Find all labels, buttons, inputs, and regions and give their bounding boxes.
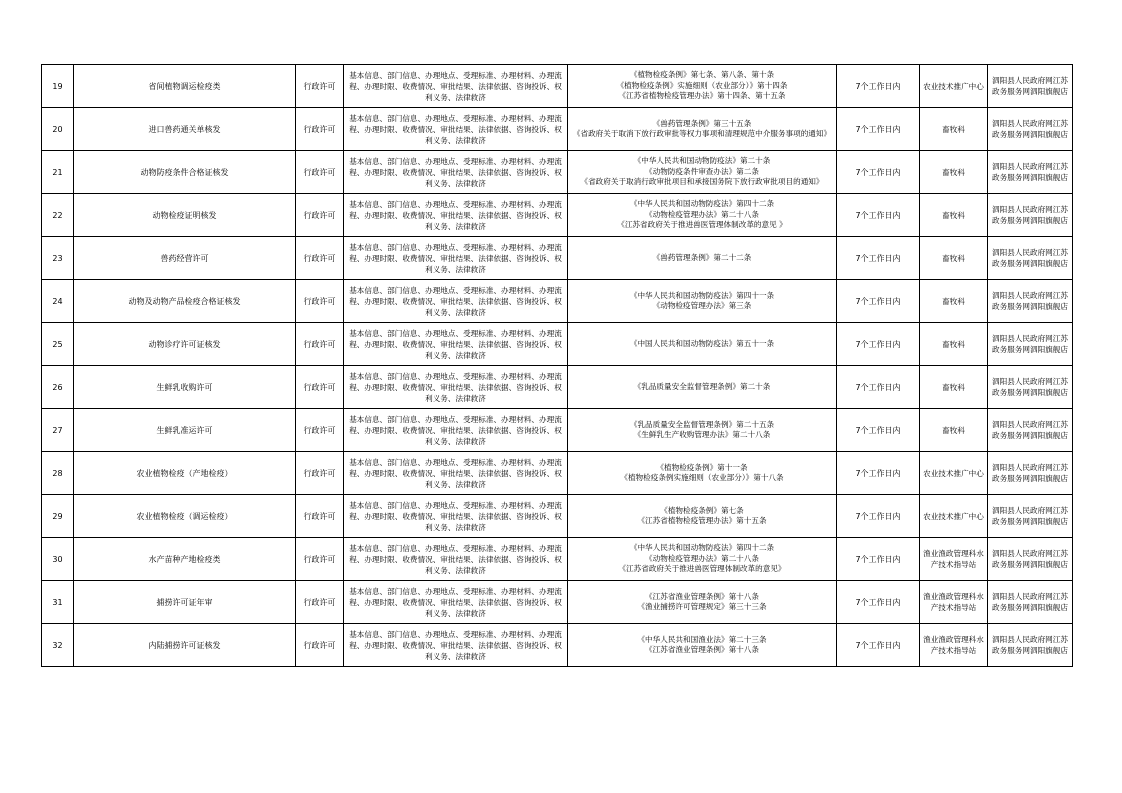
time-limit-cell: 7个工作日内 (837, 237, 920, 280)
row-number: 21 (42, 151, 74, 194)
legal-basis-line: 《动物防疫条件审查办法》第二条 (645, 166, 759, 176)
legal-basis-line: 《江苏省植物检疫管理办法》第十四条、第十五条 (618, 91, 786, 101)
legal-basis-cell (568, 409, 837, 452)
channel-cell: 泗阳县人民政府网江苏政务服务网泗阳旗舰店 (988, 452, 1073, 495)
legal-basis-line: 《植物检疫条例实施细则（农业部分）》第十八条 (620, 473, 784, 482)
item-type-cell: 行政许可 (296, 581, 344, 624)
legal-basis-line: 《江苏省政府关于推进兽医管理体制改革的意见》 (618, 564, 786, 574)
table-row (42, 108, 1073, 151)
legal-basis-line: 《动物检疫管理办法》第二十八条 (645, 553, 759, 563)
row-number: 23 (42, 237, 74, 280)
disclosure-content-cell: 基本信息、部门信息、办理地点、受理标准、办理材料、办理流程、办理时限、收费情况、审批结果、法律依据、咨询投诉、权利义务、法律救济 (344, 323, 568, 366)
legal-basis-line: 《兽药管理条例》第二十二条 (652, 252, 752, 262)
legal-basis-cell (568, 495, 837, 538)
legal-basis-cell (568, 108, 837, 151)
table-row (42, 151, 1073, 194)
time-limit-cell: 7个工作日内 (837, 452, 920, 495)
legal-basis-line: 《中华人民共和国动物防疫法》第二十条 (633, 156, 771, 166)
row-number: 24 (42, 280, 74, 323)
legal-basis-line: 《植物检疫条例》第七条 (660, 505, 744, 515)
table-row (42, 65, 1073, 108)
department-cell: 畜牧科 (920, 237, 988, 280)
department-cell: 渔业渔政管理科水产技术指导站 (920, 581, 988, 624)
legal-basis-cell (568, 280, 837, 323)
time-limit-cell: 7个工作日内 (837, 538, 920, 581)
channel-cell: 泗阳县人民政府网江苏政务服务网泗阳旗舰店 (988, 65, 1073, 108)
channel-cell: 泗阳县人民政府网江苏政务服务网泗阳旗舰店 (988, 151, 1073, 194)
legal-basis-line: 《江苏省渔业管理条例》第十八条 (645, 591, 759, 601)
legal-basis-line: 《动物检疫管理办法》第三条 (652, 301, 752, 310)
disclosure-content-cell: 基本信息、部门信息、办理地点、受理标准、办理材料、办理流程、办理时限、收费情况、审批结果、法律依据、咨询投诉、权利义务、法律救济 (344, 151, 568, 194)
disclosure-table (41, 64, 1073, 667)
legal-basis-cell (568, 452, 837, 495)
department-cell: 畜牧科 (920, 323, 988, 366)
legal-basis-cell (568, 624, 837, 667)
legal-basis-line: 《江苏省政府关于推进兽医管理体制改革的意见 》 (617, 220, 787, 230)
item-name-cell: 捕捞许可证年审 (74, 581, 296, 624)
item-name-cell: 动物防疫条件合格证核发 (74, 151, 296, 194)
item-type-cell: 行政许可 (296, 495, 344, 538)
item-type-cell: 行政许可 (296, 452, 344, 495)
item-type-cell: 行政许可 (296, 237, 344, 280)
channel-cell: 泗阳县人民政府网江苏政务服务网泗阳旗舰店 (988, 538, 1073, 581)
legal-basis-line: 《省政府关于取消行政审批项目和承接国务院下放行政审批项目的通知》 (580, 177, 824, 187)
item-name-cell: 内陆捕捞许可证核发 (74, 624, 296, 667)
legal-basis-cell (568, 581, 837, 624)
table-row (42, 237, 1073, 280)
item-type-cell: 行政许可 (296, 409, 344, 452)
item-type-cell: 行政许可 (296, 323, 344, 366)
item-name-cell: 兽药经营许可 (74, 237, 296, 280)
item-name-cell: 动物诊疗许可证核发 (74, 323, 296, 366)
item-name-cell: 动物及动物产品检疫合格证核发 (74, 280, 296, 323)
time-limit-cell: 7个工作日内 (837, 409, 920, 452)
disclosure-content-cell: 基本信息、部门信息、办理地点、受理标准、办理材料、办理流程、办理时限、收费情况、审批结果、法律依据、咨询投诉、权利义务、法律救济 (344, 538, 568, 581)
table-row (42, 624, 1073, 667)
row-number: 25 (42, 323, 74, 366)
time-limit-cell: 7个工作日内 (837, 624, 920, 667)
department-cell: 农业技术推广中心 (920, 452, 988, 495)
item-type-cell: 行政许可 (296, 151, 344, 194)
legal-basis-line: 《乳品质量安全监督管理条例》第二十条 (633, 381, 771, 391)
disclosure-content-cell: 基本信息、部门信息、办理地点、受理标准、办理材料、办理流程、办理时限、收费情况、审批结果、法律依据、咨询投诉、权利义务、法律救济 (344, 409, 568, 452)
time-limit-cell: 7个工作日内 (837, 65, 920, 108)
legal-basis-line: 《植物检疫条例》实施细则（农业部分）》第十四条 (616, 80, 788, 90)
legal-basis-line: 《渔业捕捞许可管理规定》第三十三条 (637, 602, 767, 611)
channel-cell: 泗阳县人民政府网江苏政务服务网泗阳旗舰店 (988, 366, 1073, 409)
item-type-cell: 行政许可 (296, 194, 344, 237)
time-limit-cell: 7个工作日内 (837, 323, 920, 366)
item-name-cell: 动物检疫证明核发 (74, 194, 296, 237)
channel-cell: 泗阳县人民政府网江苏政务服务网泗阳旗舰店 (988, 280, 1073, 323)
channel-cell: 泗阳县人民政府网江苏政务服务网泗阳旗舰店 (988, 495, 1073, 538)
table-row (42, 366, 1073, 409)
item-type-cell: 行政许可 (296, 65, 344, 108)
department-cell: 畜牧科 (920, 366, 988, 409)
legal-basis-cell (568, 366, 837, 409)
table-row (42, 495, 1073, 538)
channel-cell: 泗阳县人民政府网江苏政务服务网泗阳旗舰店 (988, 624, 1073, 667)
item-name-cell: 生鲜乳收购许可 (74, 366, 296, 409)
disclosure-content-cell: 基本信息、部门信息、办理地点、受理标准、办理材料、办理流程、办理时限、收费情况、审批结果、法律依据、咨询投诉、权利义务、法律救济 (344, 624, 568, 667)
disclosure-content-cell: 基本信息、部门信息、办理地点、受理标准、办理材料、办理流程、办理时限、收费情况、审批结果、法律依据、咨询投诉、权利义务、法律救济 (344, 108, 568, 151)
item-name-cell: 省间植物调运检疫类 (74, 65, 296, 108)
disclosure-content-cell: 基本信息、部门信息、办理地点、受理标准、办理材料、办理流程、办理时限、收费情况、审批结果、法律依据、咨询投诉、权利义务、法律救济 (344, 452, 568, 495)
legal-basis-line: 《江苏省植物检疫管理办法》第十五条 (637, 516, 767, 525)
legal-basis-line: 《中华人民共和国动物防疫法》第四十二条 (629, 543, 775, 553)
row-number: 29 (42, 495, 74, 538)
legal-basis-line: 《动物检疫管理办法》第二十八条 (645, 209, 759, 219)
legal-basis-cell (568, 194, 837, 237)
department-cell: 农业技术推广中心 (920, 65, 988, 108)
legal-basis-line: 《省政府关于取消下放行政审批等权力事项和清理规范中介服务事项的通知》 (572, 129, 832, 138)
legal-basis-line: 《兽药管理条例》第三十五条 (652, 118, 752, 128)
legal-basis-line: 《生鲜乳生产收购管理办法》第二十八条 (633, 430, 771, 439)
legal-basis-cell (568, 538, 837, 581)
row-number: 30 (42, 538, 74, 581)
department-cell: 畜牧科 (920, 151, 988, 194)
legal-basis-line: 《江苏省渔业管理条例》第十八条 (645, 645, 759, 654)
row-number: 26 (42, 366, 74, 409)
channel-cell: 泗阳县人民政府网江苏政务服务网泗阳旗舰店 (988, 409, 1073, 452)
table-body (42, 65, 1073, 667)
legal-basis-cell (568, 237, 837, 280)
item-name-cell: 水产苗种产地检疫类 (74, 538, 296, 581)
table-row (42, 581, 1073, 624)
disclosure-content-cell: 基本信息、部门信息、办理地点、受理标准、办理材料、办理流程、办理时限、收费情况、审批结果、法律依据、咨询投诉、权利义务、法律救济 (344, 65, 568, 108)
item-type-cell: 行政许可 (296, 366, 344, 409)
department-cell: 畜牧科 (920, 280, 988, 323)
row-number: 27 (42, 409, 74, 452)
table-row (42, 280, 1073, 323)
table-row (42, 409, 1073, 452)
item-type-cell: 行政许可 (296, 538, 344, 581)
disclosure-content-cell: 基本信息、部门信息、办理地点、受理标准、办理材料、办理流程、办理时限、收费情况、审批结果、法律依据、咨询投诉、权利义务、法律救济 (344, 237, 568, 280)
row-number: 22 (42, 194, 74, 237)
disclosure-content-cell: 基本信息、部门信息、办理地点、受理标准、办理材料、办理流程、办理时限、收费情况、审批结果、法律依据、咨询投诉、权利义务、法律救济 (344, 495, 568, 538)
row-number: 20 (42, 108, 74, 151)
time-limit-cell: 7个工作日内 (837, 194, 920, 237)
time-limit-cell: 7个工作日内 (837, 495, 920, 538)
channel-cell: 泗阳县人民政府网江苏政务服务网泗阳旗舰店 (988, 581, 1073, 624)
department-cell: 渔业渔政管理科水产技术指导站 (920, 624, 988, 667)
legal-basis-cell (568, 65, 837, 108)
disclosure-content-cell: 基本信息、部门信息、办理地点、受理标准、办理材料、办理流程、办理时限、收费情况、审批结果、法律依据、咨询投诉、权利义务、法律救济 (344, 194, 568, 237)
channel-cell: 泗阳县人民政府网江苏政务服务网泗阳旗舰店 (988, 323, 1073, 366)
item-type-cell: 行政许可 (296, 280, 344, 323)
department-cell: 畜牧科 (920, 194, 988, 237)
item-type-cell: 行政许可 (296, 624, 344, 667)
item-name-cell: 进口兽药通关单核发 (74, 108, 296, 151)
legal-basis-line: 《中华人民共和国动物防疫法》第四十一条 (629, 290, 775, 300)
department-cell: 畜牧科 (920, 108, 988, 151)
disclosure-content-cell: 基本信息、部门信息、办理地点、受理标准、办理材料、办理流程、办理时限、收费情况、审批结果、法律依据、咨询投诉、权利义务、法律救济 (344, 581, 568, 624)
table-row (42, 538, 1073, 581)
row-number: 19 (42, 65, 74, 108)
time-limit-cell: 7个工作日内 (837, 366, 920, 409)
legal-basis-cell (568, 323, 837, 366)
legal-basis-line: 《中华人民共和国渔业法》第二十三条 (637, 634, 767, 644)
legal-basis-line: 《中华人民共和国动物防疫法》第四十二条 (629, 199, 775, 209)
time-limit-cell: 7个工作日内 (837, 280, 920, 323)
department-cell: 渔业渔政管理科水产技术指导站 (920, 538, 988, 581)
row-number: 28 (42, 452, 74, 495)
item-type-cell: 行政许可 (296, 108, 344, 151)
legal-basis-cell (568, 151, 837, 194)
disclosure-content-cell: 基本信息、部门信息、办理地点、受理标准、办理材料、办理流程、办理时限、收费情况、审批结果、法律依据、咨询投诉、权利义务、法律救济 (344, 280, 568, 323)
item-name-cell: 农业植物检疫（调运检疫） (74, 495, 296, 538)
department-cell: 畜牧科 (920, 409, 988, 452)
table-row (42, 194, 1073, 237)
table-row (42, 452, 1073, 495)
legal-basis-line: 《乳品质量安全监督管理条例》第二十五条 (629, 419, 775, 429)
time-limit-cell: 7个工作日内 (837, 108, 920, 151)
table-row (42, 323, 1073, 366)
legal-basis-line: 《植物检疫条例》第十一条 (656, 462, 748, 472)
time-limit-cell: 7个工作日内 (837, 581, 920, 624)
legal-basis-line: 《中国人民共和国动物防疫法》第五十一条 (629, 338, 775, 348)
row-number: 31 (42, 581, 74, 624)
item-name-cell: 生鲜乳准运许可 (74, 409, 296, 452)
disclosure-content-cell: 基本信息、部门信息、办理地点、受理标准、办理材料、办理流程、办理时限、收费情况、审批结果、法律依据、咨询投诉、权利义务、法律救济 (344, 366, 568, 409)
time-limit-cell: 7个工作日内 (837, 151, 920, 194)
department-cell: 农业技术推广中心 (920, 495, 988, 538)
channel-cell: 泗阳县人民政府网江苏政务服务网泗阳旗舰店 (988, 108, 1073, 151)
channel-cell: 泗阳县人民政府网江苏政务服务网泗阳旗舰店 (988, 194, 1073, 237)
row-number: 32 (42, 624, 74, 667)
legal-basis-line: 《植物检疫条例》第七条、第八条、第十条 (629, 70, 775, 80)
item-name-cell: 农业植物检疫（产地检疫） (74, 452, 296, 495)
channel-cell: 泗阳县人民政府网江苏政务服务网泗阳旗舰店 (988, 237, 1073, 280)
